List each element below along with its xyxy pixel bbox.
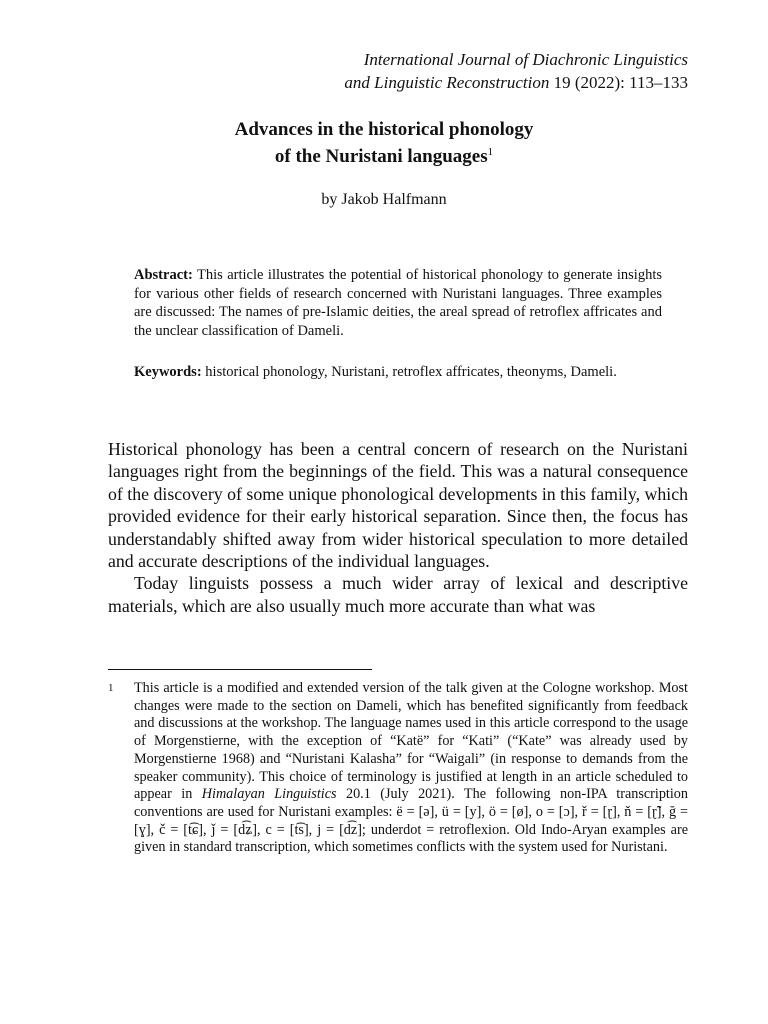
- article-title: [0, 118, 768, 168]
- journal-volume-pages: 19 (2022): 113–133: [549, 73, 688, 92]
- abstract-label: Abstract:: [134, 267, 193, 283]
- body-paragraph-1: Historical phonology has been a central concern of research on the Nuristani languages right from the beginnings of the field. This was a natural consequence of the discovery of some unique phonological developments in this family, which provided evidence for their early historical separation. Since then, the focus has understandably shifted away from wider historical speculation to more detailed and accurate descriptions of the individual languages.: [108, 439, 688, 572]
- author-byline: by Jakob Halfmann: [321, 191, 447, 208]
- title-line2: [0, 141, 768, 168]
- footnote-number: 1: [108, 682, 114, 694]
- keywords-label: Keywords:: [134, 364, 202, 380]
- journal-line2: [128, 71, 688, 94]
- abstract-text: This article illustrates the potential of historical phonology to generate insights for various other fields of research concerned with Nuristani languages. Three examples are discussed: The names of pre-Islamic deities, the areal spread of retroflex affricates and the unclear classification of Dameli.: [134, 267, 662, 339]
- journal-name-line1: International Journal of Diachronic Linguistics: [363, 50, 688, 69]
- journal-name-line2: and Linguistic Reconstruction: [344, 73, 550, 92]
- title-line1: Advances in the historical phonology: [234, 119, 534, 140]
- journal-header: [128, 48, 688, 94]
- body-paragraph-2: Today linguists possess a much wider array of lexical and descriptive materials, which are also usually much more accurate than what was: [108, 573, 688, 616]
- footnote-text-part2: 20.1 (July 2021). The following non-IPA transcription conventions are used for Nuristani examples: ë = [ə], ü = [y], ö = [ø], o = [ɔ], ř = [ɽ], ň = [ɽ̃], ğ = [ɣ], č = [t͡ɕ], ǰ = [d͡ʑ], c = [t͡s], j = [d͡z]; underdot = retroflexion. Old Indo-Aryan examples are given in standard transcription, which sometimes conflicts with the system used for Nuristani.: [134, 786, 688, 856]
- title-line2-text: of the Nuristani languages: [274, 146, 488, 167]
- keywords: [134, 363, 662, 382]
- keywords-text: historical phonology, Nuristani, retroflex affricates, theonyms, Dameli.: [201, 364, 617, 380]
- abstract: [134, 266, 662, 340]
- footnote-journal-name: Himalayan Linguistics: [201, 786, 337, 803]
- footnote-text-part1: This article is a modified and extended version of the talk given at the Cologne workshop. Most changes were made to the section on Dameli, which has benefited significantly from feedback and discussions at the workshop. The language names used in this article correspond to the usage of Morgenstierne, with the exception of “Katë” for “Kati” (“Kate” was already used by Morgenstierne 1968) and “Nuristani Kalasha” for “Waigali” (in response to demands from the speaker community). This choice of terminology is justified at length in an article scheduled to appear in: [134, 680, 688, 803]
- footnote-divider: [108, 669, 372, 670]
- footnote-1: [108, 680, 688, 857]
- footnote-body: [134, 680, 688, 857]
- title-footnote-mark[interactable]: 1: [487, 146, 494, 158]
- body-text: [108, 438, 688, 617]
